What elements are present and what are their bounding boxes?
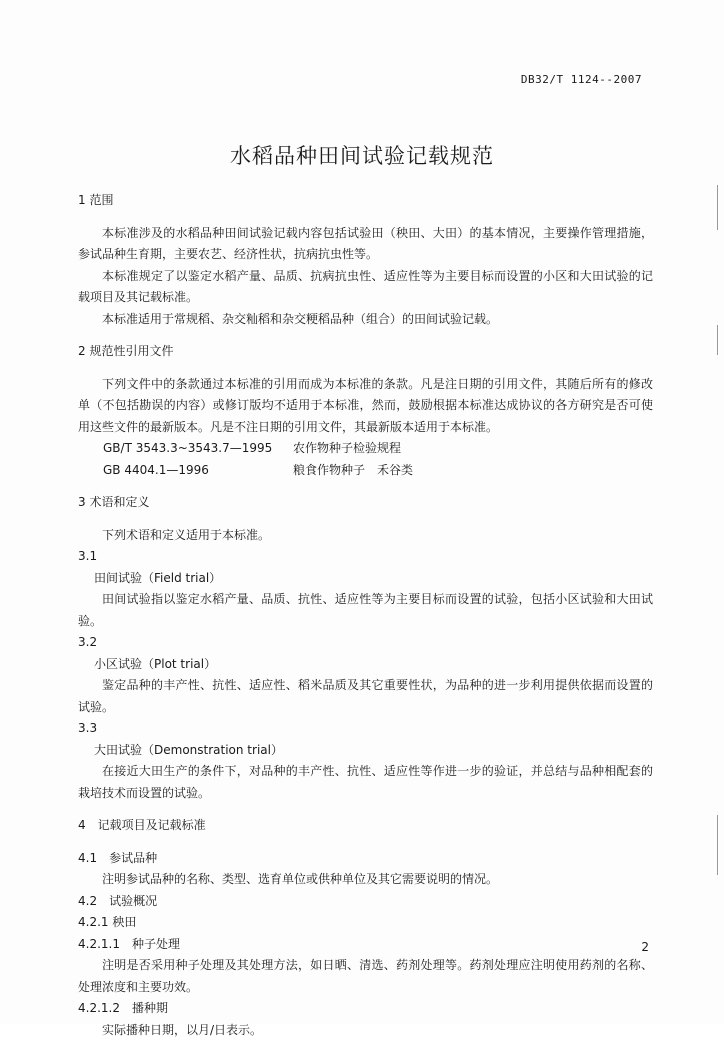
document-body xyxy=(78,190,653,1041)
section-4-2-heading: 4.2 试验概况 xyxy=(78,891,653,913)
section-4-2-1-1-text: 注明是否采用种子处理及其处理方法，如日晒、清选、药剂处理等。药剂处理应注明使用药剂的名称、处理浓度和主要功效。 xyxy=(78,955,653,998)
doc-code: DB32/T 1124--2007 xyxy=(521,73,642,86)
section-4-1-heading: 4.1 参试品种 xyxy=(78,848,653,870)
reference-item xyxy=(78,438,653,460)
section-4-1-text: 注明参试品种的名称、类型、选育单位或供种单位及其它需要说明的情况。 xyxy=(78,869,653,891)
section-4-2-1-heading: 4.2.1 秧田 xyxy=(78,912,653,934)
term-number: 3.3 xyxy=(78,718,653,740)
section-2-heading: 2 规范性引用文件 xyxy=(78,341,653,363)
section-3-heading: 3 术语和定义 xyxy=(78,492,653,514)
page-number: 2 xyxy=(641,940,649,954)
section-1-heading: 1 范围 xyxy=(78,190,653,212)
scan-edge-mark xyxy=(717,325,718,355)
section-3-intro: 下列术语和定义适用于本标准。 xyxy=(78,525,653,547)
scan-edge-mark xyxy=(717,815,718,875)
section-4-2-1-2-text: 实际播种日期，以月/日表示。 xyxy=(78,1020,653,1041)
reference-code: GB/T 3543.3~3543.7—1995 xyxy=(103,438,293,460)
term-definition: 在接近大田生产的条件下，对品种的丰产性、抗性、适应性等作进一步的验证，并总结与品种相配套的栽培技术而设置的试验。 xyxy=(78,761,653,804)
reference-item xyxy=(78,460,653,482)
term-name: 大田试验（Demonstration trial） xyxy=(78,740,653,762)
scan-edge-mark xyxy=(717,185,718,230)
section-4-heading: 4 记载项目及记载标准 xyxy=(78,815,653,837)
reference-name: 粮食作物种子 禾谷类 xyxy=(293,460,413,482)
section-4-2-1-1-heading: 4.2.1.1 种子处理 xyxy=(78,934,653,956)
section-1-para-1: 本标准涉及的水稻品种田间试验记载内容包括试验田（秧田、大田）的基本情况，主要操作管理措施，参试品种生育期，主要农艺、经济性状，抗病抗虫性等。 xyxy=(78,223,653,266)
section-4-2-1-2-heading: 4.2.1.2 播种期 xyxy=(78,998,653,1020)
term-definition: 鉴定品种的丰产性、抗性、适应性、稻米品质及其它重要性状，为品种的进一步利用提供依据而设置的试验。 xyxy=(78,675,653,718)
term-name: 小区试验（Plot trial） xyxy=(78,654,653,676)
reference-code: GB 4404.1—1996 xyxy=(103,460,293,482)
term-number: 3.1 xyxy=(78,546,653,568)
section-1-para-2: 本标准规定了以鉴定水稻产量、品质、抗病抗虫性、适应性等为主要目标而设置的小区和大田试验的记载项目及其记载标准。 xyxy=(78,266,653,309)
reference-name: 农作物种子检验规程 xyxy=(293,438,401,460)
term-number: 3.2 xyxy=(78,632,653,654)
section-1-para-3: 本标准适用于常规稻、杂交籼稻和杂交粳稻品种（组合）的田间试验记载。 xyxy=(78,309,653,331)
section-2-para-1: 下列文件中的条款通过本标准的引用而成为本标准的条款。凡是注日期的引用文件，其随后所有的修改单（不包括勘误的内容）或修订版均不适用于本标准，然而，鼓励根据本标准达成协议的各方研究是否可使用这些文件的最新版本。凡是不注日期的引用文件，其最新版本适用于本标准。 xyxy=(78,374,653,439)
term-name: 田间试验（Field trial） xyxy=(78,568,653,590)
page-title: 水稻品种田间试验记载规范 xyxy=(0,140,724,170)
term-definition: 田间试验指以鉴定水稻产量、品质、抗性、适应性等为主要目标而设置的试验，包括小区试验和大田试验。 xyxy=(78,589,653,632)
